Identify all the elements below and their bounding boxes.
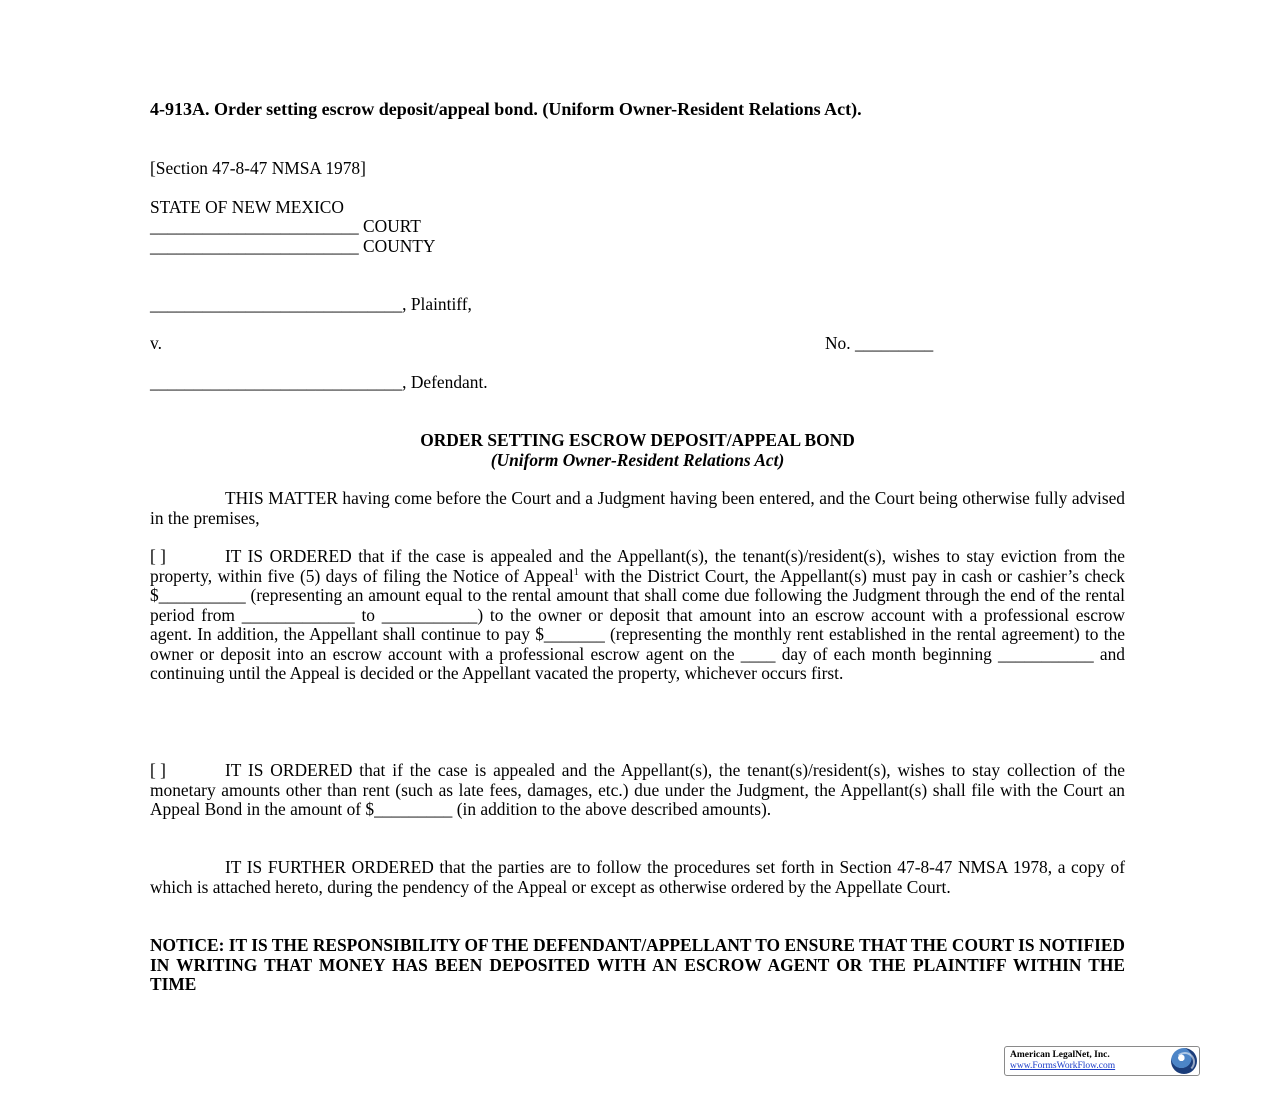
section-reference: [Section 47-8-47 NMSA 1978] <box>150 158 366 178</box>
intro-text: THIS MATTER having come before the Court and a Judgment having been entered, and the Court being otherwise fully advised in the premises, <box>150 488 1125 528</box>
publisher-logo[interactable] <box>1004 1046 1200 1076</box>
further-order-text: IT IS FURTHER ORDERED that the parties are to follow the procedures set forth in Section 47-8-47 NMSA 1978, a copy of which is attached hereto, during the pendency of the Appeal or except as otherwise ordered by the Appellate Court. <box>150 857 1125 897</box>
checkbox-escrow[interactable]: [ ] <box>150 546 166 566</box>
escrow-text-b: with the District Court, the Appellant(s) must pay in cash or cashier’s check $__________ (representing an amount equal to the rental amount that shall come due following the Judgment through the end of the rental period from _____________ to ___________) to the owner or deposit that amount into an escrow account with a professional escrow agent. In addition, the Appellant shall continue to pay $_______ (representing the monthly rent established in the rental agreement) to the owner or deposit into an escrow account with a professional escrow agent on the ____ day of each month beginning ___________ and continuing until the Appeal is decided or the Appellant vacated the property, whichever occurs first. <box>150 565 1125 683</box>
footnote-marker: 1 <box>573 566 579 578</box>
plaintiff-line: _____________________________, Plaintiff, <box>150 294 472 314</box>
appeal-bond-text: IT IS ORDERED that if the case is appealed and the Appellant(s), the tenant(s)/resident(s), wishes to stay collection of the monetary amounts other than rent (such as late fees, damages, etc.) due under the Judgment, the Appellant(s) shall file with the Court an Appeal Bond in the amount of $_________ (in addition to the above described amounts). <box>150 760 1125 819</box>
defendant-line: _____________________________, Defendant. <box>150 372 488 392</box>
court-line: ________________________ COURT <box>150 216 421 236</box>
escrow-text-a: IT IS ORDERED that if the case is appealed and the Appellant(s), the tenant(s)/resident(s), wishes to stay eviction from the property, within five (5) days of filing the Notice of Appeal <box>150 546 1125 586</box>
state-label: STATE OF NEW MEXICO <box>150 197 344 217</box>
appeal-bond-paragraph <box>150 761 1125 820</box>
versus-label: v. <box>150 333 162 353</box>
escrow-paragraph <box>150 547 1125 684</box>
county-line: ________________________ COUNTY <box>150 236 436 256</box>
order-title: ORDER SETTING ESCROW DEPOSIT/APPEAL BOND <box>420 430 855 450</box>
notice-paragraph: NOTICE: IT IS THE RESPONSIBILITY OF THE DEFENDANT/APPELLANT TO ENSURE THAT THE COURT IS NOTIFIED IN WRITING THAT MONEY HAS BEEN DEPOSITED WITH AN ESCROW AGENT OR THE PLAINTIFF WITHIN THE TIME <box>150 935 1125 994</box>
publisher-url[interactable]: www.FormsWorkFlow.com <box>1010 1061 1116 1071</box>
case-number: No. _________ <box>825 333 934 353</box>
publisher-name: American LegalNet, Inc. <box>1010 1050 1110 1060</box>
globe-icon <box>1171 1048 1197 1074</box>
intro-paragraph <box>150 489 1125 528</box>
checkbox-appeal-bond[interactable]: [ ] <box>150 760 166 780</box>
order-subtitle: (Uniform Owner-Resident Relations Act) <box>490 450 785 470</box>
form-heading: 4-913A. Order setting escrow deposit/appeal bond. (Uniform Owner-Resident Relations Act). <box>150 99 862 119</box>
further-order-paragraph <box>150 858 1125 897</box>
